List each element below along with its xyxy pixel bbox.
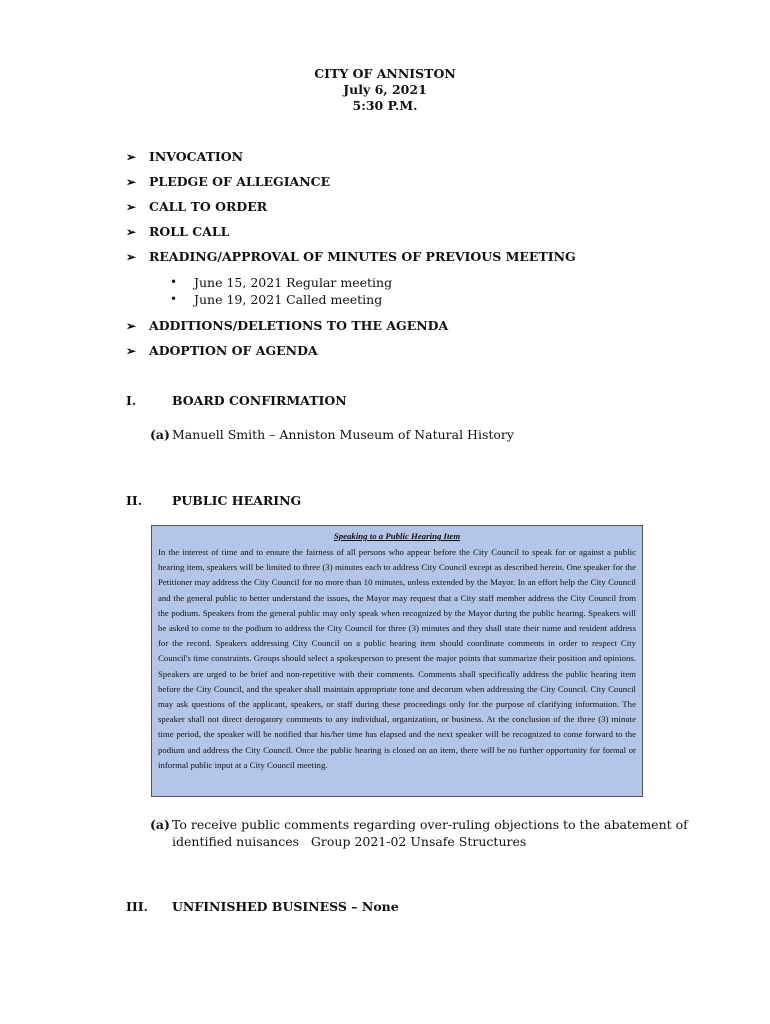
public-hearing-notice-box bbox=[151, 525, 643, 797]
section-subitem bbox=[150, 816, 688, 850]
list-item bbox=[126, 149, 576, 174]
section-title: UNFINISHED BUSINESS – None bbox=[172, 899, 399, 914]
section-heading bbox=[126, 899, 399, 914]
dot-bullet-icon: • bbox=[170, 275, 178, 289]
agenda-item-label: ROLL CALL bbox=[149, 224, 230, 239]
list-item bbox=[126, 249, 576, 274]
minutes-item-label: June 19, 2021 Called meeting bbox=[194, 292, 383, 307]
subitem-text bbox=[172, 816, 688, 850]
arrow-bullet-icon: ➢ bbox=[126, 225, 137, 239]
list-item bbox=[170, 291, 392, 308]
section-heading bbox=[126, 393, 347, 408]
subitem-text: Manuell Smith – Anniston Museum of Natural History bbox=[172, 427, 514, 442]
dot-bullet-icon: • bbox=[170, 292, 178, 306]
list-item bbox=[126, 343, 448, 368]
arrow-bullet-icon: ➢ bbox=[126, 319, 137, 333]
agenda-item-label: PLEDGE OF ALLEGIANCE bbox=[149, 174, 331, 189]
agenda-item-label: READING/APPROVAL OF MINUTES OF PREVIOUS MEETING bbox=[149, 249, 576, 264]
arrow-bullet-icon: ➢ bbox=[126, 175, 137, 189]
notice-title: Speaking to a Public Hearing Item bbox=[333, 531, 461, 541]
opening-agenda-list bbox=[126, 149, 576, 274]
list-item bbox=[126, 199, 576, 224]
header-city: CITY OF ANNISTON bbox=[314, 66, 456, 81]
minutes-item-label: June 15, 2021 Regular meeting bbox=[194, 275, 393, 290]
section-number: III. bbox=[126, 899, 148, 914]
agenda-adjust-list bbox=[126, 318, 448, 368]
arrow-bullet-icon: ➢ bbox=[126, 250, 137, 264]
list-item bbox=[126, 318, 448, 343]
subitem-text-line1: To receive public comments regarding over-ruling objections to the abatement of bbox=[172, 817, 688, 832]
section-title: BOARD CONFIRMATION bbox=[172, 393, 347, 408]
subitem-label: (a) bbox=[150, 817, 170, 832]
arrow-bullet-icon: ➢ bbox=[126, 150, 137, 164]
agenda-item-label: INVOCATION bbox=[149, 149, 244, 164]
section-heading bbox=[126, 493, 301, 508]
arrow-bullet-icon: ➢ bbox=[126, 200, 137, 214]
section-number: II. bbox=[126, 493, 143, 508]
agenda-item-label: ADDITIONS/DELETIONS TO THE AGENDA bbox=[149, 318, 449, 333]
agenda-item-label: ADOPTION OF AGENDA bbox=[149, 343, 318, 358]
notice-body: In the interest of time and to ensure the fairness of all persons who appear before the City Council to speak for or against a public hearing item, speakers will be limited to three (3) minutes each to address City Council except as described herein. One speaker for the Petitioner may address the City Council for no more than 10 minutes, unless extended by the Mayor. In an effort help the City Council and the general public to better understand the issues, the Mayor may request that a City staff member address the City Council from the podium. Speakers from the general public may only speak when recognized by the Mayor during the public hearing. Speakers will be asked to come to the podium to address the City Council for three (3) minutes and they shall state their name and resident address for the record. Speakers addressing City Council on a public hearing item should coordinate comments in order to respect City Council's time constraints. Groups should select a spokesperson to present the major points that summarize their position and opinions. Speakers are urged to be brief and non-repetitive with their comments. Comments shall specifically address the public hearing item before the City Council, and the speaker shall maintain appropriate tone and decorum when addressing the City Council. City Council may ask questions of the applicant, speakers, or staff during these proceedings only for the purpose of clarifying information. The speaker shall not direct derogatory comments to any individual, organization, or business. At the conclusion of the three (3) minute time period, the speaker will be notified that his/her time has elapsed and the next speaker will be recognized to come forward to the podium and address the City Council. Once the public hearing is closed on an item, there will be no further opportunity for formal or informal public input at a City Council meeting. bbox=[158, 547, 636, 770]
list-item bbox=[126, 174, 576, 199]
minutes-list bbox=[170, 274, 392, 308]
section-number: I. bbox=[126, 393, 137, 408]
arrow-bullet-icon: ➢ bbox=[126, 344, 137, 358]
document-header bbox=[0, 66, 770, 114]
subitem-label: (a) bbox=[150, 427, 170, 442]
header-date: July 6, 2021 bbox=[343, 82, 427, 97]
header-time: 5:30 P.M. bbox=[352, 98, 418, 113]
subitem-text-line2: identified nuisances Group 2021-02 Unsafe Structures bbox=[172, 834, 527, 849]
section-title: PUBLIC HEARING bbox=[172, 493, 302, 508]
agenda-item-label: CALL TO ORDER bbox=[149, 199, 268, 214]
section-subitem bbox=[150, 426, 514, 443]
list-item bbox=[126, 224, 576, 249]
list-item bbox=[170, 274, 392, 291]
